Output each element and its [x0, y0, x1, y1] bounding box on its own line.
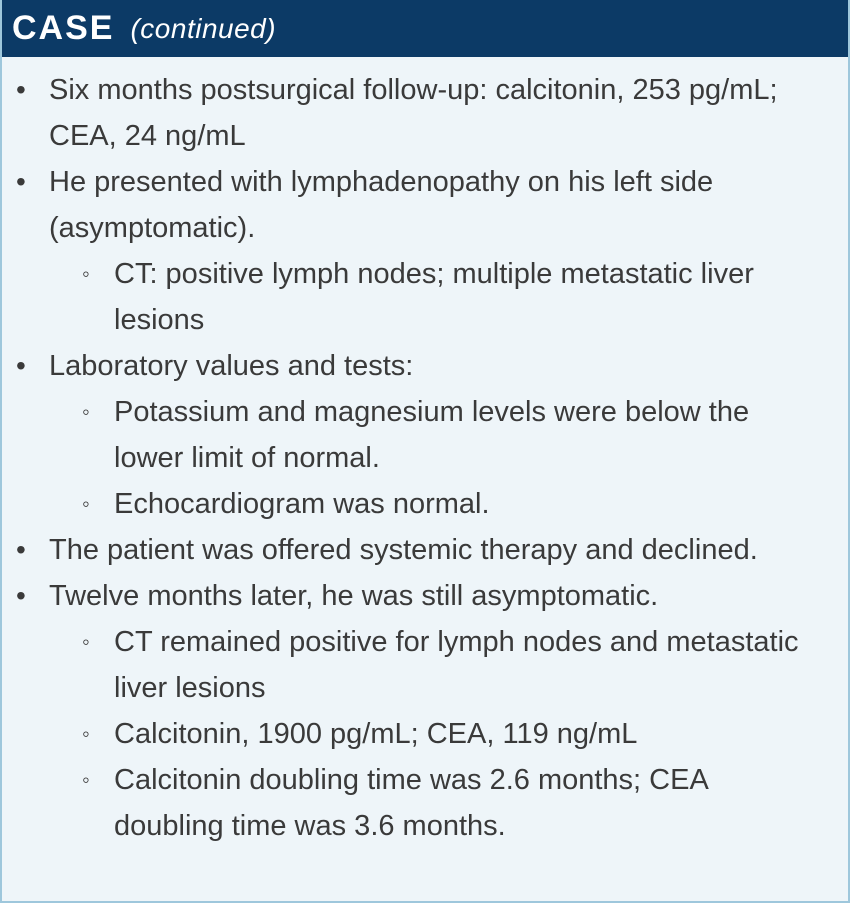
sub-bullet-text: CT remained positive for lymph nodes and metastatic liver lesions [114, 626, 799, 704]
sub-bullet-text: Calcitonin, 1900 pg/mL; CEA, 119 ng/mL [114, 718, 638, 750]
case-title: CASE [12, 9, 115, 47]
sub-bullet-item [2, 619, 848, 711]
case-header [2, 0, 848, 57]
sub-bullet-item [2, 389, 848, 481]
bullet-icon: • [16, 534, 26, 565]
sub-bullet-icon: ◦ [82, 629, 90, 654]
sub-bullet-item [2, 251, 848, 343]
bullet-text: Twelve months later, he was still asymptomatic. [49, 580, 659, 612]
bullet-item [2, 67, 848, 159]
sub-bullet-item [2, 757, 848, 849]
bullet-item [2, 343, 848, 389]
sub-bullet-icon: ◦ [82, 399, 90, 424]
bullet-text: He presented with lymphadenopathy on his left side (asymptomatic). [49, 166, 714, 244]
bullet-item [2, 573, 848, 619]
sub-bullet-text: Calcitonin doubling time was 2.6 months; CEA doubling time was 3.6 months. [114, 764, 708, 842]
sub-bullet-icon: ◦ [82, 767, 90, 792]
sub-bullet-icon: ◦ [82, 261, 90, 286]
sub-bullet-text: Echocardiogram was normal. [114, 488, 490, 520]
case-bullet-list [2, 57, 848, 849]
sub-bullet-text: Potassium and magnesium levels were below the lower limit of normal. [114, 396, 750, 474]
bullet-text: The patient was offered systemic therapy and declined. [49, 534, 758, 566]
bullet-item [2, 159, 848, 251]
bullet-text: Six months postsurgical follow-up: calcitonin, 253 pg/mL; CEA, 24 ng/mL [49, 74, 778, 152]
bullet-icon: • [16, 166, 26, 197]
sub-bullet-icon: ◦ [82, 491, 90, 516]
bullet-icon: • [16, 350, 26, 381]
sub-bullet-item [2, 481, 848, 527]
sub-bullet-item [2, 711, 848, 757]
bullet-icon: • [16, 580, 26, 611]
bullet-text: Laboratory values and tests: [49, 350, 414, 382]
bullet-item [2, 527, 848, 573]
bullet-icon: • [16, 74, 26, 105]
sub-bullet-text: CT: positive lymph nodes; multiple metastatic liver lesions [114, 258, 754, 336]
case-subtitle: (continued) [130, 12, 277, 44]
sub-bullet-icon: ◦ [82, 721, 90, 746]
